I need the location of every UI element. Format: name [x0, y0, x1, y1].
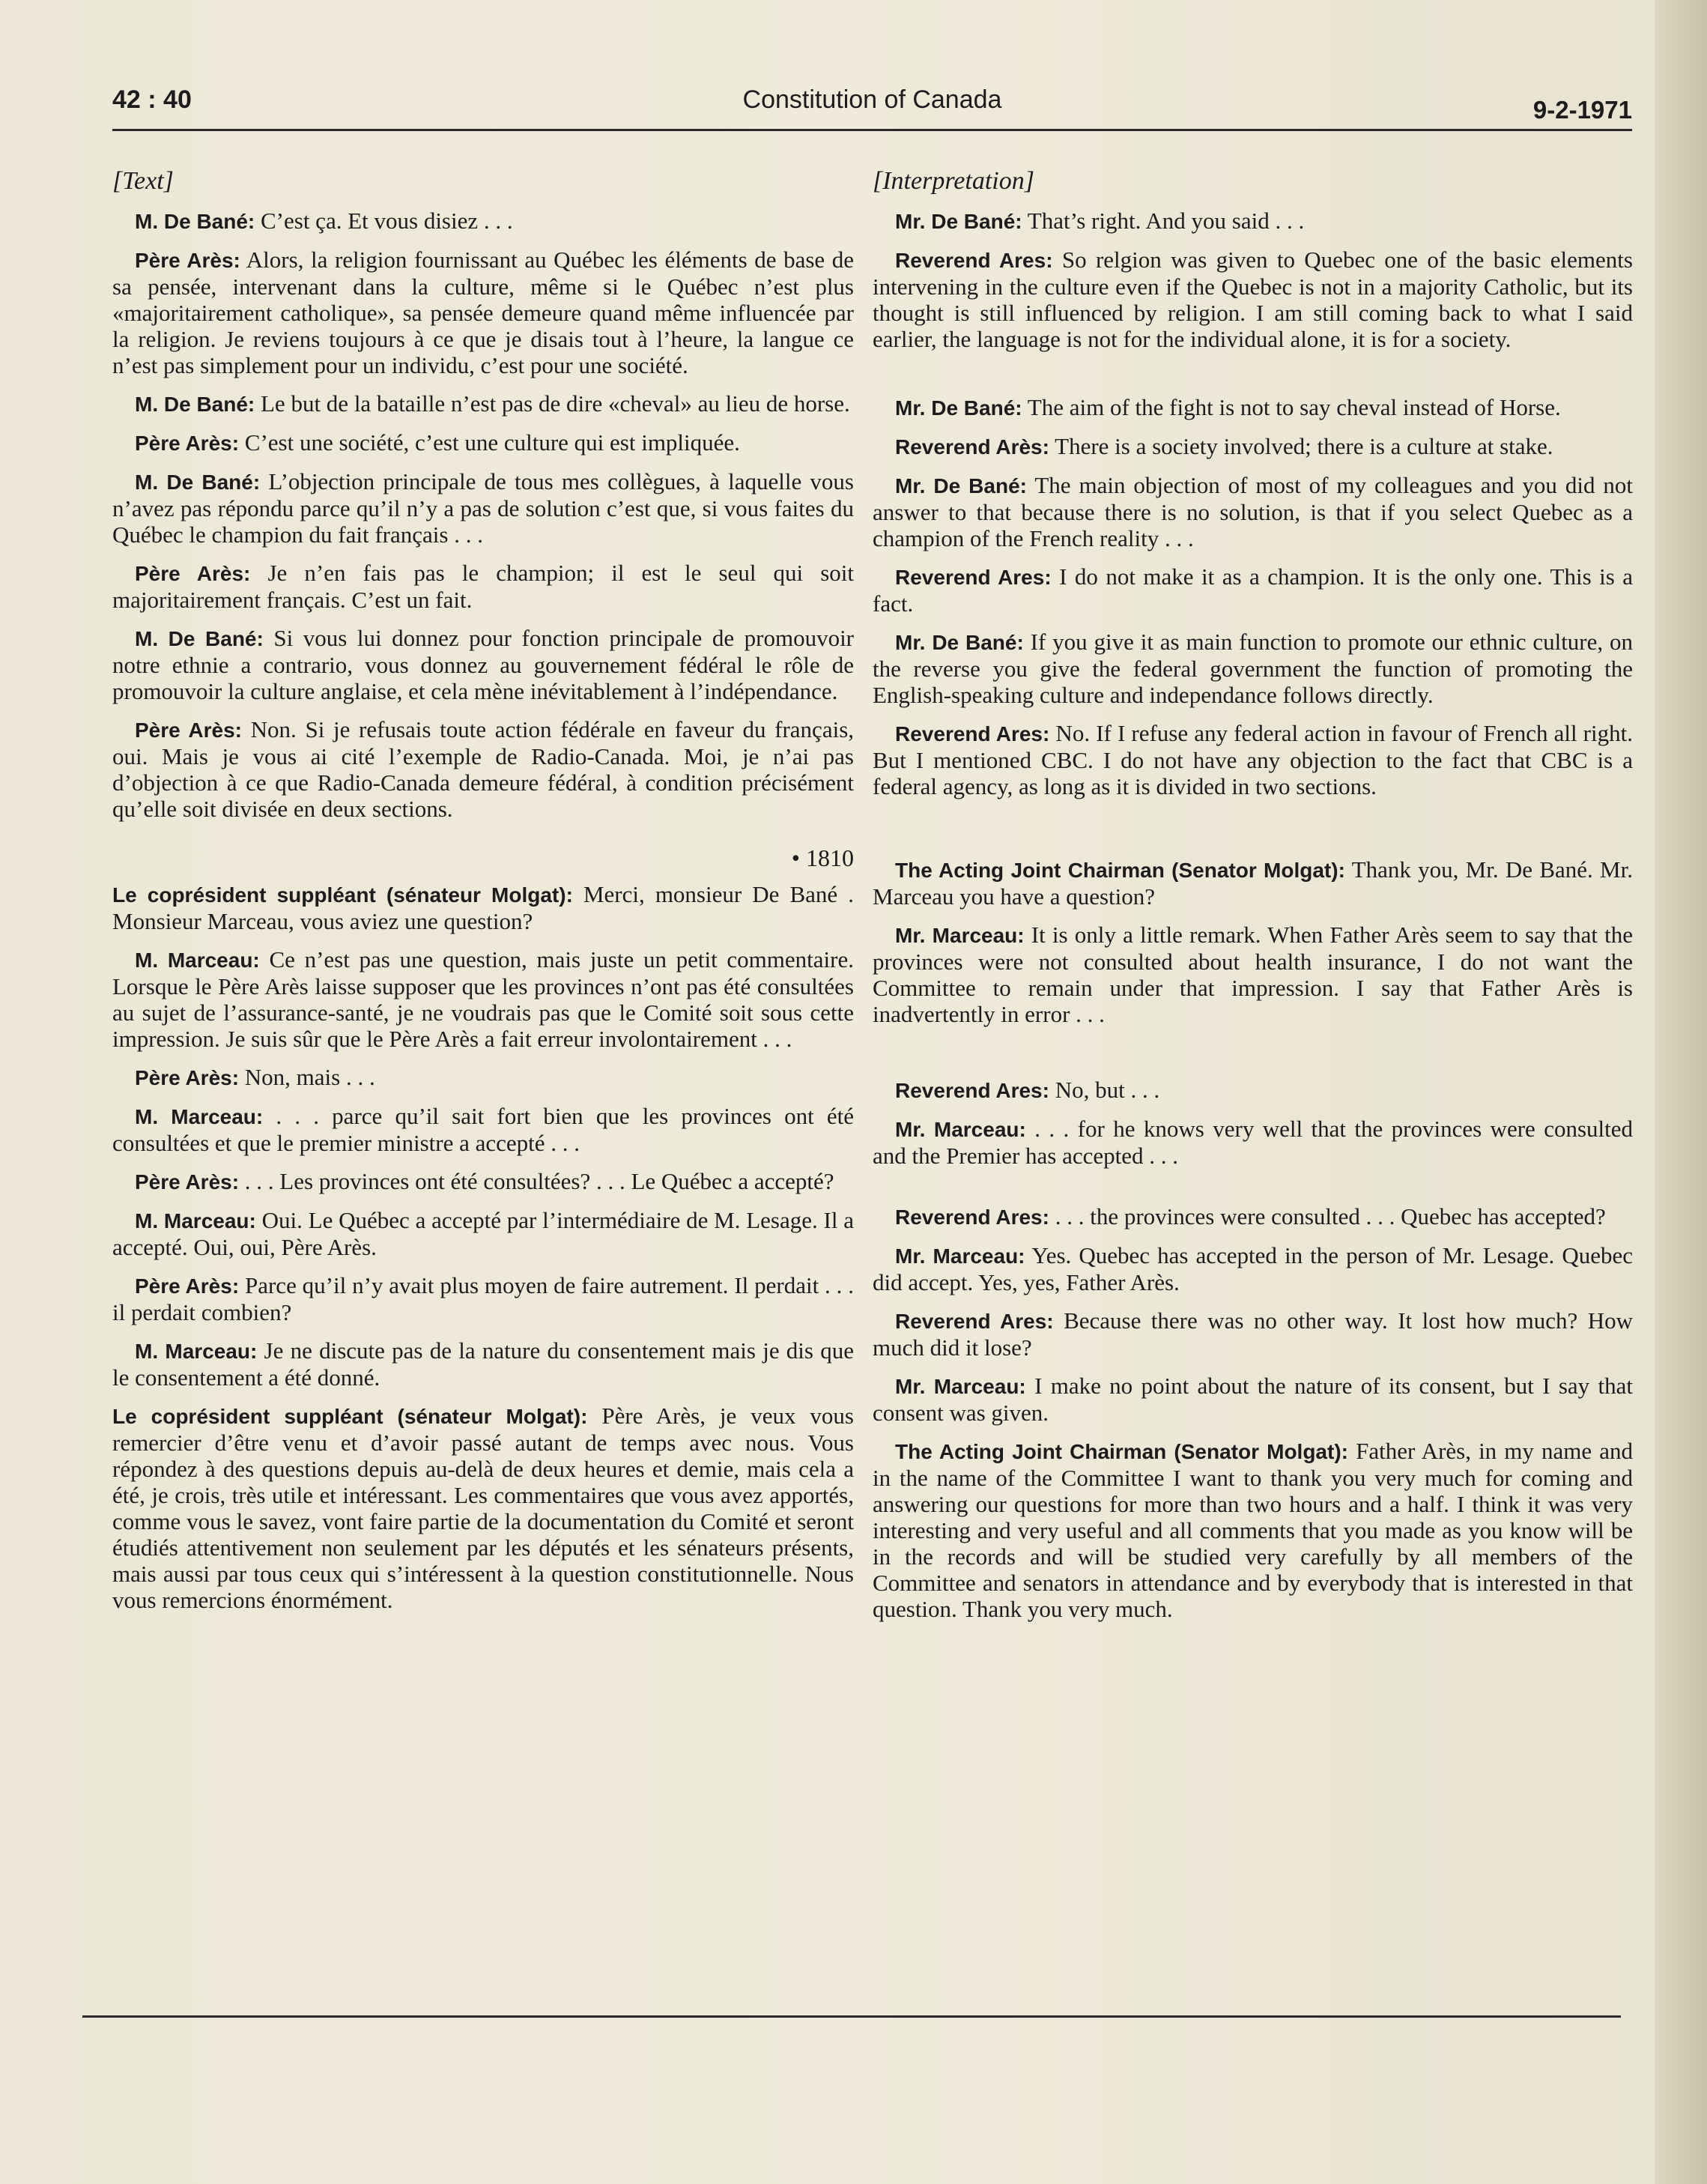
speech-text: Parce qu’il n’y avait plus moyen de faire autrement. Il perdait . . . il perdait combien?	[112, 1271, 854, 1325]
column-spacer	[873, 1181, 1633, 1203]
speech-text: C’est une société, c’est une culture qui est impliquée.	[239, 429, 740, 456]
speech-text: There is a society involved; there is a culture at stake.	[1049, 432, 1553, 459]
transcript-paragraph	[873, 1203, 1633, 1230]
speech-text: C’est ça. Et vous disiez . . .	[255, 207, 513, 234]
speech-text: So relgion was given to Quebec one of the basic elements intervening in the culture even if the Quebec is not in a majority Catholic, but its thought is still influenced by religion. I am still coming back to what I said earlier, the language is not for the individual alone, it is for a society.	[873, 246, 1633, 352]
speech-text: Le but de la bataille n’est pas de dire «cheval» au lieu de horse.	[255, 390, 850, 417]
page-date: 9-2-1971	[1532, 96, 1632, 124]
speaker-name: M. Marceau:	[135, 1104, 264, 1128]
speech-text: It is only a little remark. When Father Arès seem to say that the provinces were not consulted about health insurance, I do not want the Committee to remain under that impression. I say that Father Arès is inadvertently in error . . .	[873, 921, 1633, 1027]
transcript-paragraph	[112, 1403, 854, 1613]
speech-text: Alors, la religion fournissant au Québec les éléments de base de sa pensée, intervenant dans la culture, même si le Québec n’est plus «majoritairement catholique», sa pensée demeure quand même influencée par la religion. Je reviens toujours à ce que je disais tout à l’heure, la langue ce n’est pas simplement pour un individu, c’est pour une société.	[112, 246, 854, 378]
speech-text: Thank you, Mr. De Bané. Mr. Marceau you have a question?	[873, 856, 1633, 910]
speech-text: Je ne discute pas de la nature du consentement mais je dis que le consentement a été donné.	[112, 1337, 854, 1391]
speech-text: The main objection of most of my colleagues and you did not answer to that because there is no solution, is that if you select Quebec as a champion of the French reality . . .	[873, 471, 1633, 551]
speaker-name: Le coprésident suppléant (sénateur Molgat):	[112, 883, 573, 907]
speaker-name: Reverend Ares:	[895, 1309, 1054, 1333]
speaker-name: Reverend Ares:	[895, 565, 1052, 589]
speaker-name: M. De Bané:	[135, 209, 255, 233]
speech-text: Oui. Le Québec a accepté par l’intermédiaire de M. Lesage. Il a accepté. Oui, oui, Père Arès.	[112, 1206, 855, 1260]
speech-text: Yes. Quebec has accepted in the person of Mr. Lesage. Quebec did accept. Yes, yes, Father Arès.	[873, 1241, 1633, 1295]
transcript-paragraph	[873, 720, 1633, 799]
column-spacer	[873, 1039, 1633, 1077]
transcript-paragraph	[873, 1373, 1633, 1426]
speaker-name: Mr. Marceau:	[895, 1117, 1026, 1141]
book-spine-shadow	[1655, 0, 1707, 2184]
speaker-name: Mr. De Bané:	[895, 474, 1027, 497]
speech-text: The aim of the fight is not to say cheval instead of Horse.	[1022, 393, 1561, 420]
transcript-paragraph	[112, 1103, 854, 1156]
transcript-paragraph	[873, 433, 1633, 460]
speaker-name: M. De Bané:	[135, 626, 264, 650]
transcript-paragraph	[112, 208, 854, 235]
speech-text: Si vous lui donnez pour fonction principale de promouvoir notre ethnie a contrario, vous donnez au gouvernement fédéral le rôle de promouvoir la culture anglaise, et cela mène inévitablement à l’indépendance.	[112, 624, 854, 704]
speaker-name: Mr. De Bané:	[895, 209, 1022, 233]
transcript-paragraph	[112, 246, 854, 378]
speech-text: . . . parce qu’il sait fort bien que les provinces ont été consultées et que le premier ministre a accepté . . .	[112, 1102, 854, 1156]
speech-text: No, but . . .	[1049, 1076, 1160, 1103]
page-title: Constitution of Canada	[742, 85, 1002, 114]
speech-text: I do not make it as a champion. It is the only one. This is a fact.	[873, 563, 1633, 617]
column-tag-text: [Text]	[112, 167, 174, 195]
speaker-name: Reverend Ares:	[895, 248, 1053, 272]
french-text-column	[112, 166, 854, 1625]
speech-text: L’objection principale de tous mes collègues, à laquelle vous n’avez pas répondu parce qu’il n’y a pas de solution c’est que, si vous faites du Québec le champion du fait français . . .	[112, 468, 854, 548]
speech-text: Ce n’est pas une question, mais juste un petit commentaire. Lorsque le Père Arès laisse supposer que les provinces n’ont pas été consultées au sujet de l’assurance-santé, je ne voudrais pas que le Comité soit sous cette impression. Je suis sûr que le Père Arès a fait erreur involontairement . . .	[112, 946, 854, 1052]
transcript-paragraph	[112, 468, 854, 548]
speech-text: . . . for he knows very well that the provinces were consulted and the Premier has accepted . . .	[873, 1115, 1633, 1169]
speaker-name: Mr. De Bané:	[895, 630, 1024, 654]
transcript-paragraph	[873, 856, 1633, 910]
speech-text: That’s right. And you said . . .	[1022, 207, 1305, 234]
speaker-name: Mr. De Bané:	[895, 396, 1022, 420]
transcript-paragraph	[873, 208, 1633, 235]
speaker-name: M. De Bané:	[135, 392, 255, 416]
speech-text: Non, mais . . .	[239, 1063, 375, 1090]
transcript-paragraph	[873, 1307, 1633, 1361]
transcript-paragraph	[112, 716, 854, 822]
english-interpretation-column	[873, 166, 1633, 1634]
speaker-name: Le coprésident suppléant (sénateur Molgat):	[112, 1404, 588, 1428]
transcript-paragraph	[112, 1272, 854, 1325]
speaker-name: Père Arès:	[135, 1274, 240, 1298]
transcript-paragraph	[873, 922, 1633, 1027]
transcript-paragraph	[112, 560, 854, 613]
transcript-paragraph	[112, 429, 854, 456]
speech-text: Merci, monsieur De Bané . Monsieur Marceau, vous aviez une question?	[112, 880, 854, 934]
speaker-name: M. Marceau:	[135, 1339, 258, 1363]
speech-text: No. If I refuse any federal action in favour of French all right. But I mentioned CBC. I do not have any objection to the fact that CBC is a federal agency, as long as it is divided in two sections.	[873, 719, 1633, 799]
transcript-paragraph	[112, 1168, 854, 1195]
speaker-name: Reverend Ares:	[895, 1078, 1049, 1102]
transcript-paragraph	[873, 1438, 1633, 1622]
transcript-paragraph	[873, 563, 1633, 617]
time-marker: • 1810	[791, 844, 854, 871]
page-number: 42 : 40	[112, 85, 192, 114]
footer-rule	[82, 2015, 1621, 2018]
speech-text: Father Arès, in my name and in the name of the Committee I want to thank you very much for coming and answering our questions for more than two hours and a half. I think it was very interesting and very useful and all comments that you made as you know will be in the records and will be studied very carefully by all members of the Committee and senators in attendance and by everybody that is interested in that question. Thank you very much.	[873, 1437, 1633, 1622]
speaker-name: Mr. Marceau:	[895, 1244, 1025, 1268]
speaker-name: Reverend Ares:	[895, 722, 1050, 745]
speaker-name: Père Arès:	[135, 718, 242, 742]
speech-text: If you give it as main function to promote our ethnic culture, on the reverse you give the federal government the function of promoting the English-speaking culture and independance follows directly.	[873, 628, 1633, 708]
speaker-name: Père Arès:	[135, 1065, 240, 1089]
speech-text: . . . Les provinces ont été consultées? . . . Le Québec a accepté?	[239, 1167, 834, 1194]
transcript-paragraph	[873, 394, 1633, 421]
speech-text: Je n’en fais pas le champion; il est le seul qui soit majoritairement français. C’est un fait.	[112, 559, 855, 613]
speaker-name: M. De Bané:	[135, 470, 261, 494]
speaker-name: Reverend Arès:	[895, 435, 1049, 459]
column-tag-interpretation: [Interpretation]	[873, 167, 1034, 195]
speech-text: Because there was no other way. It lost how much? How much did it lose?	[873, 1307, 1633, 1361]
speech-text: . . . the provinces were consulted . . . Quebec has accepted?	[1049, 1203, 1606, 1229]
speech-text: Père Arès, je veux vous remercier d’être venu et d’avoir passé autant de temps avec nous. Vous répondez à des questions depuis au-delà de deux heures et demie, mais cela a été, je crois, très utile et intéressant. Les commentaires que vous avez apportés, comme vous le savez, vont faire partie de la documentation du Comité et seront étudiés attentivement non seulement par les députés et les sénateurs présents, mais aussi par tous ceux qui s’intéressent à la question constitutionnelle. Nous vous remercions énormément.	[112, 1402, 854, 1613]
speaker-name: Reverend Ares:	[895, 1205, 1049, 1229]
transcript-paragraph	[112, 1064, 854, 1091]
speaker-name: The Acting Joint Chairman (Senator Molgat):	[895, 858, 1345, 882]
transcript-paragraph	[873, 246, 1633, 352]
transcript-paragraph	[873, 472, 1633, 551]
transcript-paragraph	[112, 1207, 854, 1260]
speaker-name: M. Marceau:	[135, 948, 260, 972]
page-header	[112, 75, 1632, 131]
transcript-paragraph	[112, 625, 854, 704]
transcript-paragraph	[873, 629, 1633, 708]
transcript-paragraph	[112, 946, 854, 1052]
speaker-name: Père Arès:	[135, 248, 240, 272]
speaker-name: Mr. Marceau:	[895, 923, 1025, 947]
speaker-name: Père Arès:	[135, 1170, 240, 1194]
transcript-paragraph	[112, 1337, 854, 1391]
speaker-name: Père Arès:	[135, 431, 240, 455]
transcript-paragraph	[873, 1116, 1633, 1169]
column-spacer	[873, 811, 1633, 856]
speaker-name: Mr. Marceau:	[895, 1374, 1026, 1398]
transcript-paragraph	[112, 390, 854, 417]
transcript-paragraph	[873, 1077, 1633, 1104]
speaker-name: The Acting Joint Chairman (Senator Molgat):	[895, 1439, 1348, 1463]
speaker-name: Père Arès:	[135, 561, 251, 585]
speech-text: I make no point about the nature of its consent, but I say that consent was given.	[873, 1372, 1633, 1426]
speech-text: Non. Si je refusais toute action fédérale en faveur du français, oui. Mais je vous ai cité l’exemple de Radio-Canada. Moi, je n’ai pas d’objection à ce que Radio-Canada demeure fédéral, à condition précisément qu’elle soit divisée en deux sections.	[112, 716, 855, 822]
speaker-name: M. Marceau:	[135, 1209, 256, 1232]
transcript-paragraph	[873, 1242, 1633, 1295]
transcript-paragraph	[112, 881, 854, 934]
column-spacer	[873, 364, 1633, 394]
